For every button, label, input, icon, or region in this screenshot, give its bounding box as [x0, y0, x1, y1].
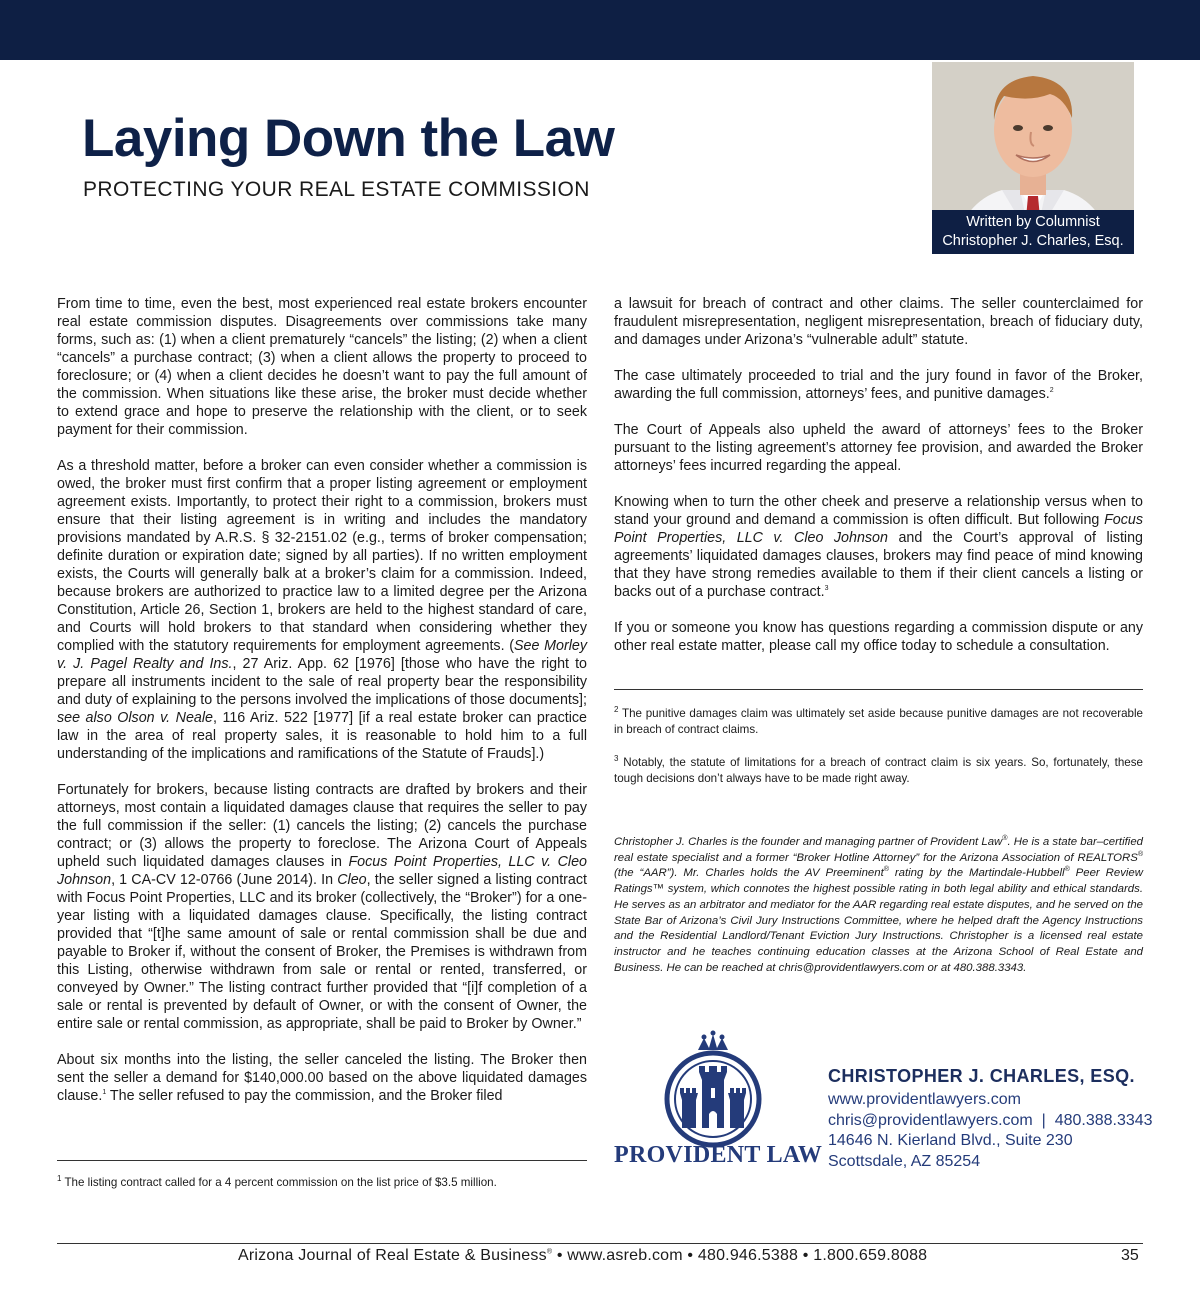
text-run: , the seller signed a listing contract with Focus Point Properties, LLC and its broker (collectively, the “Broker”) for a one-year listing with a liquidated damages clause. Specifically, the listing contract provided that “[t]he same amount of sale or rental commission shall be due and payable to Broker if, without the consent of Broker, the Premises is withdrawn from this Listing, otherwise withdrawn from sale or rental or rented, transferred, or conveyed by Owner.” The listing contract further provided that “[i]f completion of a sale or rental is prevented by default of Owner, or with the consent of Owner, the entire sale or rental commission, as appropriate, shall be paid to Broker by Owner.”	[57, 872, 587, 1032]
text-run: , 27 Ariz. App. 62 [1976] [those who have the right to prepare all instruments incident to the sale of real property bear the responsibility and duty of explaining to the persons involved the implications of those documents];	[57, 656, 588, 708]
footnote-1	[57, 1175, 587, 1191]
contact-block	[828, 1066, 1153, 1172]
registered-mark: ®	[1002, 835, 1008, 843]
left-column	[57, 295, 587, 1123]
text-run: , 1 CA-CV 12-0766 (June 2014). In	[111, 872, 338, 888]
footnote-number: 3	[614, 754, 619, 764]
text-run: As a threshold matter, before a broker can even consider whether a commission is owed, the broker must first confirm that a proper listing agreement or employment agreement exists. Importantly, to protect their right to a commission, brokers must ensure that their listing agreement is in writing and includes the mandatory provisions mandated by A.R.S. § 32-2151.02 (e.g., terms of broker compensation; definite duration or expiration date; signed by all parties). If no written employment exists, the Courts will generally balk at a broker’s claim for a commission. Indeed, because brokers are authorized to practice law to a limited degree per the Arizona Constitution, Article 26, Section 1, brokers are held to the highest standard of care, and Courts will hold brokers to that standard when considering whether they complied with the statutory requirements for employment agreements. (	[57, 458, 587, 654]
text-run: Christopher J. Charles is the founder and managing partner of Provident Law	[614, 836, 1003, 848]
text-run: About six months into the listing, the seller canceled the listing. The Broker then sent the seller a demand for $140,000.00 based on the above liquidated damages clause.	[57, 1052, 587, 1104]
text-run: . He is a state bar–certified real estate specialist and a former “Broker Hotline Attorney” for the Arizona Association of REALTORS	[614, 836, 1143, 864]
text-run: Knowing when to turn the other cheek and preserve a relationship versus when to stand your ground and demand a commission is often difficult. But following	[614, 494, 1143, 528]
footnote-3	[614, 755, 1143, 787]
text-run: The case ultimately proceeded to trial and the jury found in favor of the Broker, awarding the full commission, attorneys’ fees, and punitive damages.	[614, 368, 1143, 402]
footnote-text: The punitive damages claim was ultimately set aside because punitive damages are not recoverable in breach of contract claims.	[614, 707, 1143, 736]
provident-law-wordmark: PROVIDENT LAW	[614, 1142, 823, 1168]
left-paragraph-1: From time to time, even the best, most experienced real estate brokers encounter real estate commission disputes. Disagreements over commissions take many forms, such as: (1) when a client prematurely “cancels” the listing; (2) when a client “cancels” a purchase contract; (3) when a client allows the property to proceed to foreclosure; or (4) when a client decides he doesn’t want to pay the full amount of the commission. When situations like these arise, the broker must decide whether to extend grace and hope to preserve the relationship with the client, or to seek payment for their commission.	[57, 296, 587, 438]
article-title: Laying Down the Law	[82, 109, 615, 168]
right-column	[614, 295, 1143, 673]
registered-mark: ®	[1064, 866, 1070, 874]
footnote-number: 2	[614, 705, 619, 715]
footnote-number: 1	[57, 1174, 62, 1184]
footnote-marker: 2	[1049, 387, 1054, 395]
author-bio	[614, 835, 1143, 976]
footnote-2	[614, 706, 1143, 738]
right-paragraph-1: a lawsuit for breach of contract and other claims. The seller counterclaimed for fraudulent misrepresentation, negligent misrepresentation, breach of fiduciary duty, and damages under Arizona’s “vulnerable adult” statute.	[614, 296, 1143, 348]
publication-contact: • www.asreb.com • 480.946.5388 • 1.800.659.8088	[552, 1247, 928, 1264]
footnote-text: The listing contract called for a 4 percent commission on the list price of $3.5 million.	[61, 1176, 497, 1189]
columnist-caption	[932, 210, 1134, 254]
registered-mark: ®	[546, 1248, 553, 1256]
publication-name: Arizona Journal of Real Estate & Business	[238, 1247, 547, 1264]
registered-mark: ®	[1137, 850, 1143, 858]
text-run: Fortunately for brokers, because listing contracts are drafted by brokers and their attorneys, most contain a liquidated damages clause that requires the seller to pay the full commission if the seller: (1) cancels the listing; (2) cancels the purchase contract; or (3) allows the property to foreclose. The Arizona Court of Appeals upheld such liquidated damages clauses in	[57, 782, 587, 870]
page-number: 35	[1121, 1247, 1139, 1264]
case-citation: See Morley v. J. Pagel Realty and Ins.	[57, 638, 587, 672]
article-subtitle: PROTECTING YOUR REAL ESTATE COMMISSION	[83, 178, 590, 201]
top-banner	[0, 0, 1200, 60]
left-paragraph-4	[57, 1051, 587, 1105]
text-run: rating by the Martindale-Hubbell	[888, 867, 1065, 880]
footnote-divider-right	[614, 689, 1143, 690]
footnote-marker: 1	[102, 1089, 107, 1097]
contact-website: www.providentlawyers.com	[828, 1091, 1021, 1108]
registered-mark: ®	[883, 866, 889, 874]
columnist-photo	[932, 62, 1134, 254]
text-run: and the Court’s approval of listing agreements’ liquidated damages clauses, brokers may find peace of mind knowing that they have strong remedies available to them if their client cancels a listing or backs out of a purchase contract.	[614, 530, 1144, 600]
text-run: The seller refused to pay the commission, and the Broker filed	[106, 1088, 503, 1104]
right-paragraph-4	[614, 493, 1143, 601]
left-paragraph-2	[57, 457, 587, 763]
left-paragraph-3	[57, 781, 587, 1033]
footnote-text: Notably, the statute of limitations for a breach of contract claim is six years. So, fortunately, these tough decisions don’t always have to be made right away.	[614, 756, 1143, 785]
contact-address-line1: 14646 N. Kierland Blvd., Suite 230	[828, 1132, 1073, 1149]
right-paragraph-2	[614, 367, 1143, 403]
contact-address-line2: Scottsdale, AZ 85254	[828, 1152, 981, 1170]
footer-publication	[238, 1247, 927, 1265]
case-citation: Focus Point Properties, LLC v. Cleo Johnson	[614, 512, 1143, 546]
columnist-caption-line1: Written by Columnist	[966, 214, 1100, 230]
right-paragraph-5: If you or someone you know has questions regarding a commission dispute or any other real estate matter, please call my office today to schedule a consultation.	[614, 620, 1143, 654]
columnist-caption-line2: Christopher J. Charles, Esq.	[942, 233, 1124, 249]
contact-name: CHRISTOPHER J. CHARLES, ESQ.	[828, 1066, 1135, 1086]
text-run: (the “AAR”). Mr. Charles holds the AV Preeminent	[614, 867, 884, 880]
case-citation: see also Olson v. Neale	[57, 710, 213, 726]
footer-divider	[57, 1243, 1143, 1244]
footnote-marker: 3	[824, 585, 829, 593]
footnote-divider-left	[57, 1160, 587, 1161]
case-citation: Cleo	[337, 872, 367, 888]
case-citation: Focus Point Properties, LLC v. Cleo Johnson	[57, 854, 588, 888]
text-run: Peer Review Ratings™ system, which connotes the highest possible rating in both legal ability and ethical standards. He serves as an arbitrator and mediator for the AAR regarding real estate disputes, and he served on the State Bar of Arizona’s Civil Jury Instructions Committee, where he helped draft the Agency Instructions and the Residential Landlord/Tenant Eviction Jury Instructions. Christopher is a licensed real estate instructor and he teaches continuing education classes at the Arizona School of Real Estate and Business. He can be reached at chris@providentlawyers.com or at 480.388.3343.	[614, 867, 1143, 974]
right-paragraph-3: The Court of Appeals also upheld the award of attorneys’ fees to the Broker pursuant to the listing agreement’s attorney fee provision, and awarded the Broker attorneys’ fees incurred regarding the appeal.	[614, 422, 1143, 474]
text-run: , 116 Ariz. 522 [1977] [if a real estate broker can practice law in the area of real property sales, it is reasonable to hold him to a full understanding of the implications and ramifications of the Statute of Frauds].)	[57, 710, 587, 762]
contact-email-phone: chris@providentlawyers.com | 480.388.3343	[828, 1111, 1153, 1129]
